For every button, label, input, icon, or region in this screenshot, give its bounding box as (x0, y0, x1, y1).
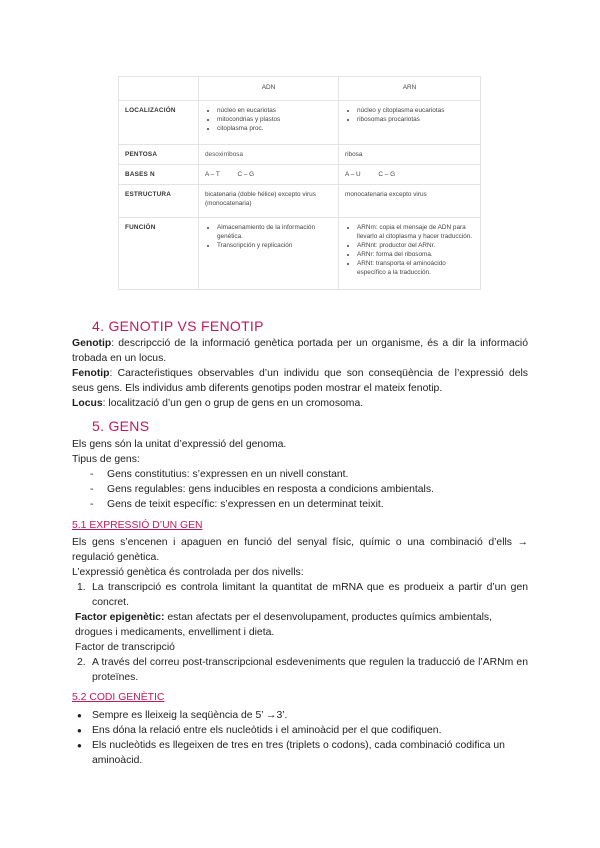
dna-rna-comparison-table (118, 76, 481, 290)
list-item: • núcleo y citoplasma eucariotas (357, 106, 474, 115)
numbered-item-2 (72, 655, 528, 685)
item-number: 1. (77, 582, 86, 593)
genotip-term: Genotip (72, 338, 112, 349)
section-5-2-heading: 5.2 CODI GENÈTIC (72, 692, 165, 703)
bullet-text: Ens dóna la relació entre els nucleòtids i el aminoàcid per el que codifiquen. (92, 725, 442, 736)
row-label: PENTOSA (119, 145, 199, 165)
genes-types-label: Tipus de gens: (72, 454, 140, 465)
fenotip-text: : Caracteŕistiques observables d’un individu que son conseqüència de l’expressió dels seus gens. Els individus amb diferents genotips poden mostrar el mateix fenotip. (72, 368, 528, 394)
cell-arn: ribosa (339, 145, 481, 165)
list-item: • ribosomas procariotas (357, 115, 474, 124)
bullet-item (72, 738, 528, 768)
cell-arn: monocatenaria excepto virus (339, 185, 481, 218)
row-label: LOCALIZACIÓN (119, 101, 199, 145)
factor-epigenetic-term: Factor epigenètic: (75, 612, 165, 623)
genes-intro: Els gens són la unitat d’expressió del genoma. (72, 439, 287, 450)
fenotip-definition (72, 366, 528, 396)
genes-types-list (90, 467, 530, 512)
expression-levels-intro: L’expressió genètica és controlada per dos nivells: (72, 567, 304, 578)
list-item-text: Gens constitutius: s’expressen en un nivell constant. (107, 469, 349, 480)
table-row-funcion (119, 218, 481, 290)
cell-adn: bicatenaria (doble hélice) excepto virus (monocatenaria) (199, 185, 339, 218)
bullet-icon: ● (77, 741, 82, 750)
genotip-definition (72, 336, 528, 366)
cell-adn: desoxirribosa (199, 145, 339, 165)
factor-epigenetic (75, 610, 528, 640)
table-header-row (119, 77, 481, 101)
item-text: La transcripció es controla limitant la quantitat de mRNA que es produeix a partir d’un gen concret. (92, 582, 528, 608)
list-item: • citoplasma proc. (217, 124, 332, 133)
item-number: 2. (77, 657, 86, 668)
table-row-pentosa (119, 145, 481, 165)
table-header-arn: ARN (339, 77, 481, 101)
table-row-localizacion (119, 101, 481, 145)
list-item: • Almacenamiento de la información genética. (217, 223, 332, 241)
item-text: A través del correu post-transcripcional esdeveniments que regulen la traducció de l’ARNm en proteïnes. (92, 657, 528, 683)
bullet-icon: ● (77, 726, 82, 735)
table-row-estructura (119, 185, 481, 218)
bullet-item (72, 708, 528, 723)
list-item: - Gens de teixit específic: s’expressen en un determinat teixit. (90, 499, 384, 510)
list-item: • ARNr: forma del ribosoma. (357, 250, 474, 259)
list-item: - Gens regulables: gens inducibles en resposta a condicions ambientals. (90, 484, 434, 495)
cell-adn: A – T C – G (199, 165, 339, 185)
cell-adn (199, 101, 339, 145)
factor-epigenetic-text: estan afectats per el desenvolupament, productes químics ambientals, drogues i medicaments, envelliment i dieta. (75, 612, 492, 638)
list-item: • Transcripción y replicación (217, 241, 332, 250)
locus-term: Locus (72, 398, 103, 409)
list-item: • ARNt: transporta el aminoácido específico a la traducción. (357, 259, 474, 277)
list-item: - Gens constitutius: s’expressen en un nivell constant. (90, 469, 349, 480)
cell-list (205, 223, 332, 250)
cell-adn (199, 218, 339, 290)
factor-transcription: Factor de transcripció (75, 642, 175, 653)
cell-list (345, 106, 474, 124)
numbered-item-1 (72, 580, 528, 610)
row-label: ESTRUCTURA (119, 185, 199, 218)
genotip-text: : descripcció de la informació genètica portada per un organisme, és a dir la informació trobada en un locus. (72, 338, 528, 364)
list-item: • mitocondrias y plastos (217, 115, 332, 124)
expression-intro: Els gens s’encenen i apaguen en funció del senyal físic, químic o una combinació d’ells → regulació genètica. (72, 537, 528, 563)
cell-list (205, 106, 332, 133)
list-item: • ARNnt: productor del ARNr. (357, 241, 474, 250)
cell-arn (339, 218, 481, 290)
table-header-empty (119, 77, 199, 101)
bullet-item (72, 723, 528, 738)
bullet-icon: ● (77, 711, 82, 720)
list-item-text: Gens regulables: gens inducibles en resposta a condicions ambientals. (107, 484, 434, 495)
list-item: • ARNm: copia el mensaje de ADN para llevarlo al citoplasma y hacer traducción. (357, 223, 474, 241)
cell-arn (339, 101, 481, 145)
list-item-text: Gens de teixit específic: s’expressen en un determinat teixit. (107, 499, 384, 510)
locus-text: : localització d’un gen o grup de gens en un cromosoma. (102, 398, 364, 409)
bullet-text: Sempre es lleixeig la seqüència de 5’ →3’. (92, 710, 288, 721)
table-row-bases (119, 165, 481, 185)
section-5-heading: 5. GENS (92, 418, 150, 434)
section-5-1-heading: 5.1 EXPRESSIÓ D’UN GEN (72, 520, 203, 531)
cell-list (345, 223, 474, 277)
list-item: • núcleo en eucariotas (217, 106, 332, 115)
bullet-text: Els nucleòtids es llegeixen de tres en tres (triplets o codons), cada combinació codifica un aminoàcid. (92, 740, 505, 766)
table-header-adn: ADN (199, 77, 339, 101)
locus-definition (72, 396, 528, 411)
cell-arn: A – U C – G (339, 165, 481, 185)
row-label: FUNCIÓN (119, 218, 199, 290)
row-label: BASES N (119, 165, 199, 185)
fenotip-term: Fenotip (72, 368, 110, 379)
section-4-heading: 4. GENOTIP VS FENOTIP (92, 318, 264, 334)
